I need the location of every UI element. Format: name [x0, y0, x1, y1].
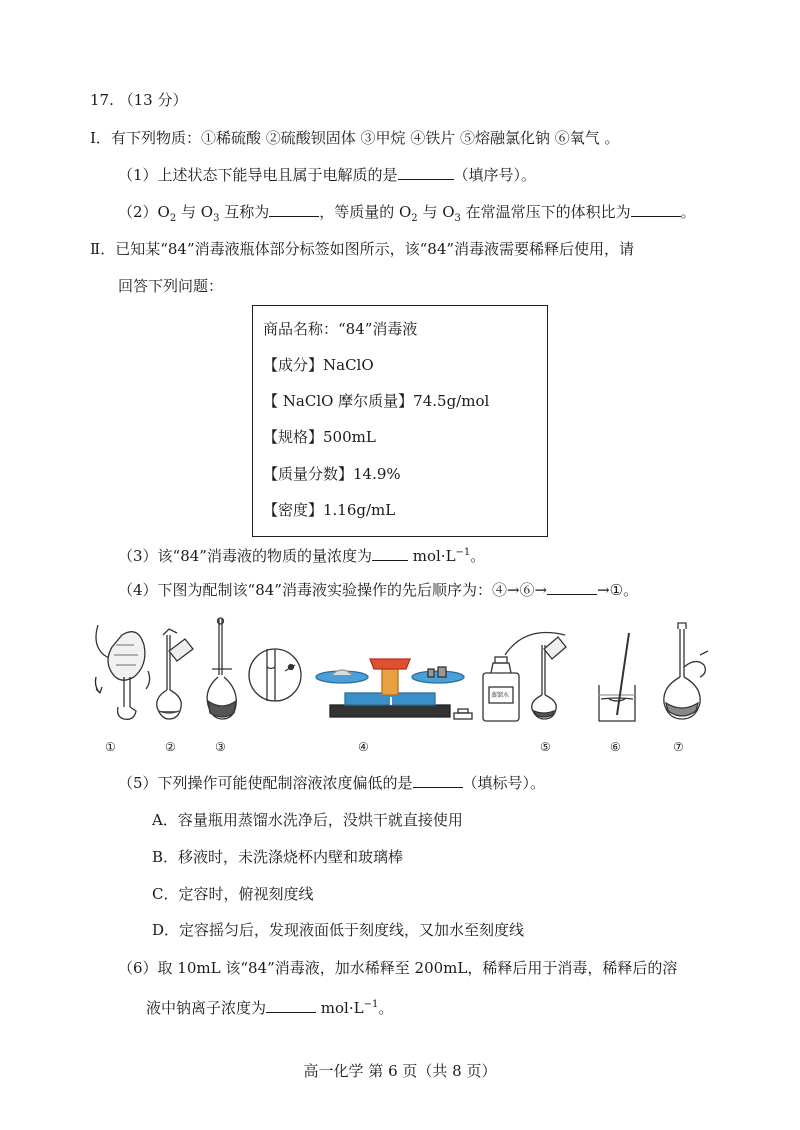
q6-unit-sup: −1 — [363, 999, 379, 1010]
q6-line-1 — [118, 958, 677, 978]
figure-number-1: ① — [105, 740, 116, 754]
part2-label: Ⅱ． — [90, 240, 116, 258]
dropper-flask-drawing — [664, 623, 708, 719]
figure-number-2: ② — [165, 740, 176, 754]
q3-unit: mol·L — [407, 547, 456, 565]
q1-text-a: （1）上述状态下能导电且属于电解质的是 — [118, 166, 398, 184]
label-name: 商品名称：“84”消毒液 — [263, 320, 418, 338]
q4-text-a: （4）下图为配制该“84”消毒液实验操作的先后顺序为：④→⑥→ — [118, 581, 548, 599]
part2-line-2 — [118, 276, 223, 296]
part1-label: Ⅰ． — [90, 129, 111, 147]
experiment-illustration — [90, 615, 720, 765]
pouring-flask-drawing — [157, 629, 193, 719]
magnified-view-drawing — [249, 649, 301, 701]
burette-flask-drawing — [207, 618, 236, 719]
figure-number-6: ⑥ — [610, 740, 621, 754]
q3-text-a: （3）该“84”消毒液的物质的量浓度为 — [118, 547, 372, 565]
transfer-flask-drawing — [532, 637, 566, 719]
question-number: 17. — [90, 91, 114, 109]
label-mass-fraction: 【质量分数】14.9% — [263, 465, 401, 483]
q3-unit-sup: −1 — [455, 547, 471, 558]
label-spec: 【规格】500mL — [263, 428, 376, 446]
label-component: 【成分】NaClO — [263, 356, 374, 374]
q2-text-f: 在常温常压下的体积比为 — [460, 203, 631, 221]
q3-text-c: 。 — [470, 547, 486, 565]
q5-answer-blank[interactable] — [413, 773, 463, 788]
q6-answer-blank[interactable] — [266, 998, 316, 1013]
part2-text-1: 已知某“84”消毒液瓶体部分标签如图所示，该“84”消毒液需要稀释后使用，请 — [115, 240, 635, 258]
q4-answer-blank[interactable] — [547, 580, 597, 595]
question-score: （13 分） — [118, 91, 188, 109]
q2-sub-c: 2 — [411, 213, 418, 224]
q2-text-b: 与 O — [176, 203, 214, 221]
option-b[interactable]: B．移液时，未洗涤烧杯内壁和玻璃棒 — [152, 848, 404, 866]
q2-text-g: 。 — [680, 203, 696, 221]
q4-text-b: →①。 — [597, 581, 639, 599]
figure-number-7: ⑦ — [673, 740, 684, 754]
figure-number-5: ⑤ — [540, 740, 551, 754]
q1-text-b: （填序号）。 — [453, 166, 537, 184]
q6-line-2 — [146, 995, 393, 1018]
q1-line — [118, 165, 536, 185]
stirring-beaker-drawing — [599, 633, 635, 721]
part1-text: 有下列物质：①稀硫酸 ②硫酸钡固体 ③甲烷 ④铁片 ⑤熔融氯化钠 ⑥氧气 。 — [110, 129, 620, 147]
q5-line — [118, 773, 545, 793]
bottle-label: 蒸馏水 — [491, 692, 510, 699]
shaking-flask-drawing — [96, 625, 150, 719]
page-footer: 高一化学 第 6 页（共 8 页） — [303, 1062, 497, 1080]
figure-number-4: ④ — [358, 740, 369, 754]
balance-drawing — [316, 659, 464, 717]
q5-text-b: （填标号）。 — [462, 774, 546, 792]
question-header — [90, 90, 188, 110]
q2-sub-b: 3 — [213, 213, 220, 224]
q6-text-b: 液中钠离子浓度为 — [146, 999, 267, 1017]
part1-line — [90, 128, 620, 148]
q2-sub-a: 2 — [169, 213, 177, 224]
q6-text-d: 。 — [378, 999, 394, 1017]
option-a[interactable]: A．容量瓶用蒸馏水洗净后，没烘干就直接使用 — [152, 811, 463, 829]
product-label-box — [252, 305, 548, 537]
q2-text-c: 互称为 — [219, 203, 270, 221]
q2-answer-blank-2[interactable] — [631, 202, 681, 217]
q6-unit: mol·L — [316, 999, 364, 1017]
label-density: 【密度】1.16g/mL — [263, 501, 396, 519]
weight-box-drawing — [454, 709, 472, 719]
q2-sub-d: 3 — [454, 213, 461, 224]
q2-answer-blank-1[interactable] — [269, 202, 319, 217]
label-molar-mass: 【 NaClO 摩尔质量】74.5g/mol — [263, 392, 490, 410]
q1-answer-blank[interactable] — [398, 165, 454, 180]
part2-text-2: 回答下列问题： — [118, 277, 224, 295]
q3-line — [118, 543, 485, 566]
q4-line — [118, 580, 638, 600]
q5-text-a: （5）下列操作可能使配制溶液浓度偏低的是 — [118, 774, 413, 792]
q2-text-a: （2）O — [118, 203, 170, 221]
option-c[interactable]: C．定容时，俯视刻度线 — [152, 885, 314, 903]
option-d[interactable]: D．定容摇匀后，发现液面低于刻度线，又加水至刻度线 — [152, 921, 525, 939]
q3-answer-blank[interactable] — [372, 546, 408, 561]
part2-line-1 — [90, 239, 634, 259]
q2-line — [118, 202, 696, 229]
experiment-figure — [90, 615, 720, 765]
q6-text-a: （6）取 10mL 该“84”消毒液，加水稀释至 200mL，稀释后用于消毒，稀释后的溶 — [118, 959, 678, 977]
q2-text-d: ，等质量的 O — [319, 203, 412, 221]
figure-number-3: ③ — [215, 740, 226, 754]
q2-text-e: 与 O — [417, 203, 455, 221]
